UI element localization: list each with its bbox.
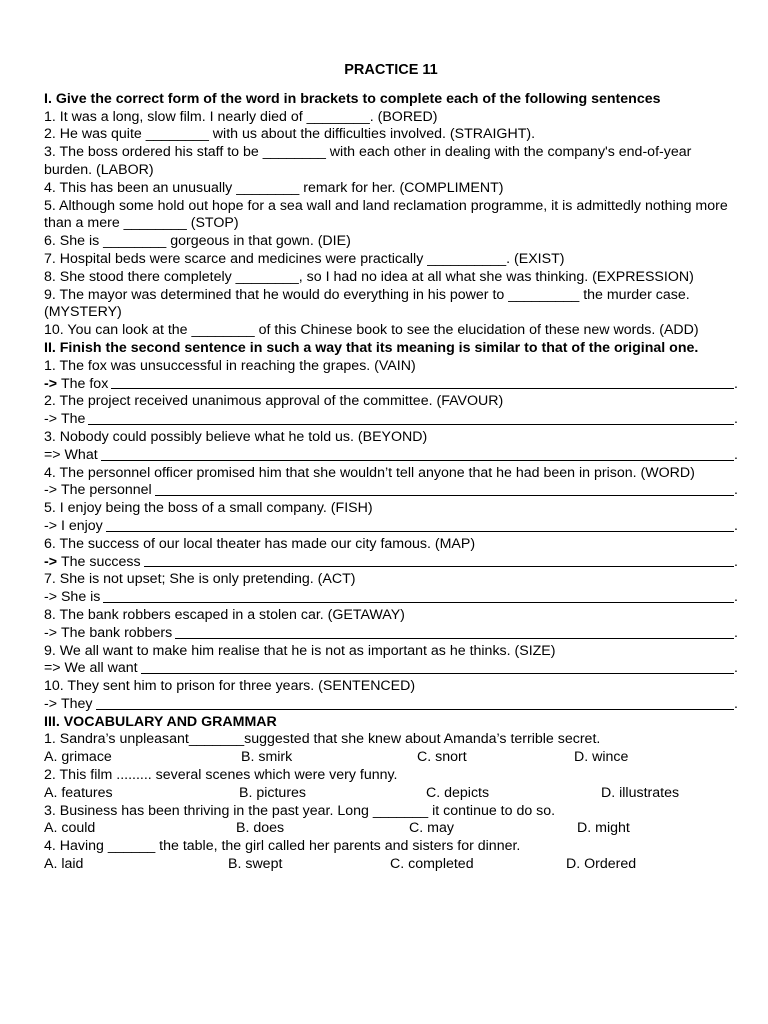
- list-item: 3. The boss ordered his staff to be ________ with each other in dealing with the company's end-of-year burden. (LABOR): [44, 144, 692, 178]
- answer-blank[interactable]: [144, 554, 734, 568]
- answer-blank[interactable]: [155, 482, 734, 496]
- answer-line[interactable]: -> The success .: [44, 553, 738, 570]
- answer-blank[interactable]: [88, 411, 734, 425]
- answer-arrow: =>: [44, 446, 61, 463]
- option-a[interactable]: A. laid: [44, 856, 84, 873]
- question-text: 2. This film ......... several scenes which were very funny.: [44, 767, 398, 784]
- question-text: 5. I enjoy being the boss of a small company. (FISH): [44, 500, 373, 517]
- answer-arrow: ->: [44, 624, 58, 641]
- answer-line[interactable]: => We all want .: [44, 660, 738, 677]
- answer-blank[interactable]: [103, 589, 734, 603]
- section-2-heading: II. Finish the second sentence in such a way that its meaning is similar to that of the original one.: [44, 339, 699, 356]
- answer-blank[interactable]: [111, 376, 734, 390]
- option-c[interactable]: C. depicts: [426, 784, 490, 801]
- answer-line[interactable]: -> The personnel .: [44, 482, 738, 499]
- question-text: 10. They sent him to prison for three years. (SENTENCED): [44, 678, 416, 695]
- answer-arrow: ->: [44, 482, 58, 499]
- list-item: 4. This has been an unusually ________ remark for her. (COMPLIMENT): [44, 179, 504, 196]
- question-text: 8. The bank robbers escaped in a stolen car. (GETAWAY): [44, 606, 405, 623]
- worksheet: [44, 62, 738, 874]
- option-b[interactable]: B. swept: [228, 856, 283, 873]
- answer-blank[interactable]: [101, 447, 734, 461]
- section-1-heading: I. Give the correct form of the word in brackets to complete each of the following sentences: [44, 90, 661, 107]
- list-item: 9. The mayor was determined that he would do everything in his power to _________ the murder case. (MYSTERY): [44, 286, 690, 321]
- options-row: [44, 820, 738, 838]
- section-2: [44, 340, 738, 714]
- answer-line[interactable]: -> The .: [44, 411, 738, 428]
- option-b[interactable]: B. pictures: [239, 784, 307, 801]
- question-text: 4. Having ______ the table, the girl called her parents and sisters for dinner.: [44, 838, 521, 855]
- answer-arrow: ->: [44, 411, 58, 428]
- option-b[interactable]: B. smirk: [241, 749, 293, 766]
- answer-line[interactable]: => What .: [44, 446, 738, 463]
- option-c[interactable]: C. completed: [390, 856, 474, 873]
- option-a[interactable]: A. could: [44, 820, 96, 837]
- option-a[interactable]: A. grimace: [44, 749, 112, 766]
- answer-lead: The fox: [60, 375, 109, 392]
- list-item: 2. He was quite ________ with us about the difficulties involved. (STRAIGHT).: [44, 126, 536, 143]
- list-item: 10. You can look at the ________ of this Chinese book to see the elucidation of these new words. (ADD): [44, 322, 699, 339]
- list-item: 6. She is ________ gorgeous in that gown. (DIE): [44, 233, 351, 250]
- answer-arrow: ->: [44, 517, 58, 534]
- options-row: [44, 785, 738, 803]
- answer-blank[interactable]: [106, 518, 734, 532]
- answer-line[interactable]: -> She is .: [44, 589, 738, 606]
- option-c[interactable]: C. may: [409, 820, 454, 837]
- answer-blank[interactable]: [141, 660, 734, 674]
- question-text: 3. Business has been thriving in the past year. Long _______ it continue to do so.: [44, 802, 556, 819]
- page-title: PRACTICE 11: [344, 62, 438, 78]
- section-3-heading: III. VOCABULARY AND GRAMMAR: [44, 713, 277, 730]
- question-text: 4. The personnel officer promised him that she wouldn’t tell anyone that he had been in prison. (WORD): [44, 464, 695, 481]
- question-text: 7. She is not upset; She is only pretending. (ACT): [44, 571, 356, 588]
- option-d[interactable]: D. might: [577, 820, 630, 837]
- option-c[interactable]: C. snort: [417, 749, 467, 766]
- answer-line[interactable]: -> I enjoy .: [44, 517, 738, 534]
- answer-arrow: ->: [44, 375, 58, 392]
- answer-arrow: ->: [44, 589, 58, 606]
- options-row: [44, 856, 738, 874]
- question-text: 9. We all want to make him realise that he is not as important as he thinks. (SIZE): [44, 642, 556, 659]
- option-b[interactable]: B. does: [236, 820, 285, 837]
- answer-lead: What: [64, 446, 98, 463]
- section-3: [44, 714, 738, 874]
- answer-lead: We all want: [64, 660, 138, 677]
- answer-lead: The: [60, 411, 86, 428]
- answer-arrow: ->: [44, 553, 58, 570]
- answer-arrow: ->: [44, 695, 58, 712]
- option-d[interactable]: D. illustrates: [601, 784, 680, 801]
- answer-blank[interactable]: [175, 625, 734, 639]
- list-item: 8. She stood there completely ________, so I had no idea at all what she was thinking. (EXPRESSION): [44, 268, 694, 285]
- answer-lead: The personnel: [60, 482, 152, 499]
- option-d[interactable]: D. wince: [574, 749, 629, 766]
- question-text: 6. The success of our local theater has made our city famous. (MAP): [44, 535, 476, 552]
- option-a[interactable]: A. features: [44, 784, 113, 801]
- question-text: 2. The project received unanimous approval of the committee. (FAVOUR): [44, 393, 504, 410]
- answer-blank[interactable]: [96, 696, 735, 710]
- answer-lead: They: [60, 695, 93, 712]
- answer-line[interactable]: -> They .: [44, 695, 738, 712]
- answer-arrow: =>: [44, 660, 61, 677]
- section-1: [44, 91, 738, 340]
- answer-lead: She is: [60, 589, 101, 606]
- list-item: 1. It was a long, slow film. I nearly died of ________. (BORED): [44, 108, 438, 125]
- list-item: 7. Hospital beds were scarce and medicines were practically __________. (EXIST): [44, 250, 565, 267]
- option-d[interactable]: D. Ordered: [566, 856, 637, 873]
- answer-line[interactable]: -> The bank robbers .: [44, 624, 738, 641]
- list-item: 5. Although some hold out hope for a sea wall and land reclamation programme, it is admittedly nothing more than a mere ________ (STOP): [44, 197, 728, 232]
- answer-lead: The bank robbers: [60, 624, 173, 641]
- options-row: [44, 749, 738, 767]
- answer-line[interactable]: -> The fox .: [44, 375, 738, 392]
- question-text: 1. Sandra’s unpleasant_______suggested that she knew about Amanda’s terrible secret.: [44, 731, 601, 748]
- answer-lead: The success: [60, 553, 141, 570]
- answer-lead: I enjoy: [60, 517, 103, 534]
- question-text: 1. The fox was unsuccessful in reaching the grapes. (VAIN): [44, 357, 416, 374]
- question-text: 3. Nobody could possibly believe what he told us. (BEYOND): [44, 428, 428, 445]
